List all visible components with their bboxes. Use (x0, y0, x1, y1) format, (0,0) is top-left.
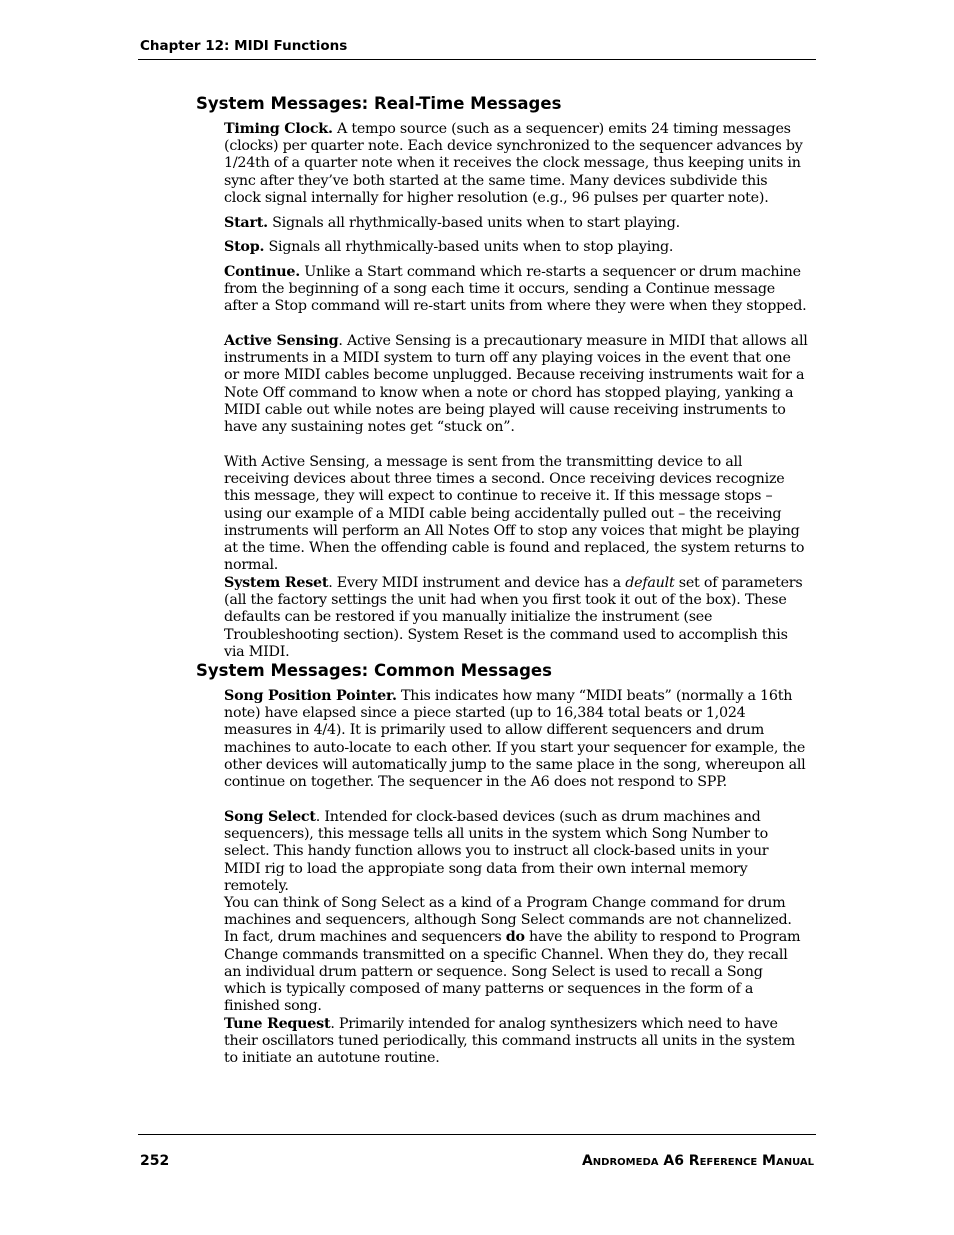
page-number: 252 (140, 1153, 170, 1169)
footer-rule (138, 1134, 816, 1135)
term-continue: Continue. (224, 264, 300, 280)
paragraph-start: Start. Signals all rhythmically-based units when to start playing. (224, 215, 680, 231)
paragraph-song-select: Song Select. Intended for clock-based devices (such as drum machines and sequencers), this message tells all units in the system which Song Number to select. This handy function allows you to instruct all clock-based units in your MIDI rig to load the appropiate song data from their own internal memory remotely. (224, 809, 769, 894)
term-system-reset: System Reset (224, 575, 329, 591)
term-tune-request: Tune Request (224, 1016, 331, 1032)
running-header: Chapter 12: MIDI Functions (140, 38, 348, 54)
running-footer-title: Andromeda A6 Reference Manual (581, 1153, 814, 1169)
paragraph-active-sensing: Active Sensing. Active Sensing is a precautionary measure in MIDI that allows all instruments in a MIDI system to turn off any playing voices in the event that one or more MIDI cables become unplugged. Because receiving instruments wait for a Note Off command to know when a note or chord has stopped playing, yanking a MIDI cable out while notes are being played will cause receiving instruments to have any sustaining notes get “stuck on”. (224, 333, 808, 436)
term-stop: Stop. (224, 239, 265, 255)
section-heading-common: System Messages: Common Messages (196, 661, 552, 680)
paragraph-song-select-detail: You can think of Song Select as a kind of a Program Change command for drum machines and sequencers, although Song Select commands are not channelized. In fact, drum machines and sequencers do have the ability to respond to Program Change commands transmitted on a specific Channel. When they do, they recall an individual drum pattern or sequence. Song Select is used to recall a Song which is typically composed of many patterns or sequences in the form of a finished song. (224, 895, 801, 1015)
paragraph-active-sensing-detail: With Active Sensing, a message is sent from the transmitting device to all receiving devices about three times a second. Once receiving devices recognize this message, they will expect to continue to receive it. If this message stops – using our example of a MIDI cable being accidentally pulled out – the receiving instruments will perform an All Notes Off to stop any voices that might be playing at the time. When the offending cable is found and replaced, the system returns to normal. (224, 454, 805, 574)
term-start: Start. (224, 215, 268, 231)
paragraph-tune-request: Tune Request. Primarily intended for analog synthesizers which need to have their oscillators tuned periodically, this command instructs all units in the system to initiate an autotune routine. (224, 1016, 795, 1067)
paragraph-timing-clock: Timing Clock. A tempo source (such as a sequencer) emits 24 timing messages (clocks) per quarter note. Each device synchronized to the sequencer advances by 1/24th of a quarter note when it receives the clock message, thus keeping units in sync after they’ve both started at the same time. Many devices subdivide this clock signal internally for higher resolution (e.g., 96 pulses per quarter note). (224, 121, 803, 206)
header-rule (138, 59, 816, 60)
term-timing-clock: Timing Clock. (224, 121, 333, 137)
section-heading-realtime: System Messages: Real-Time Messages (196, 94, 562, 113)
term-song-position-pointer: Song Position Pointer. (224, 688, 397, 704)
paragraph-continue: Continue. Unlike a Start command which re-starts a sequencer or drum machine from the beginning of a song each time it occurs, sending a Continue message after a Stop command will re-start units from where they were when they stopped. (224, 264, 807, 315)
paragraph-stop: Stop. Signals all rhythmically-based units when to stop playing. (224, 239, 674, 255)
term-active-sensing: Active Sensing (224, 333, 339, 349)
term-song-select: Song Select (224, 809, 316, 825)
paragraph-system-reset: System Reset. Every MIDI instrument and device has a default set of parameters (all the factory settings the unit had when you first took it out of the box). These defaults can be restored if you manually initialize the instrument (see Troubleshooting section). System Reset is the command used to accomplish this via MIDI. (224, 575, 803, 660)
paragraph-song-position-pointer: Song Position Pointer. This indicates how many “MIDI beats” (normally a 16th note) have elapsed since a piece started (up to 16,384 total beats or 1,024 measures in 4/4). It is primarily used to allow different sequencers and drum machines to auto-locate to each other. If you start your sequencer for example, the other devices will automatically jump to the same place in the song, whereupon all continue on together. The sequencer in the A6 does not respond to SPP. (224, 688, 806, 791)
